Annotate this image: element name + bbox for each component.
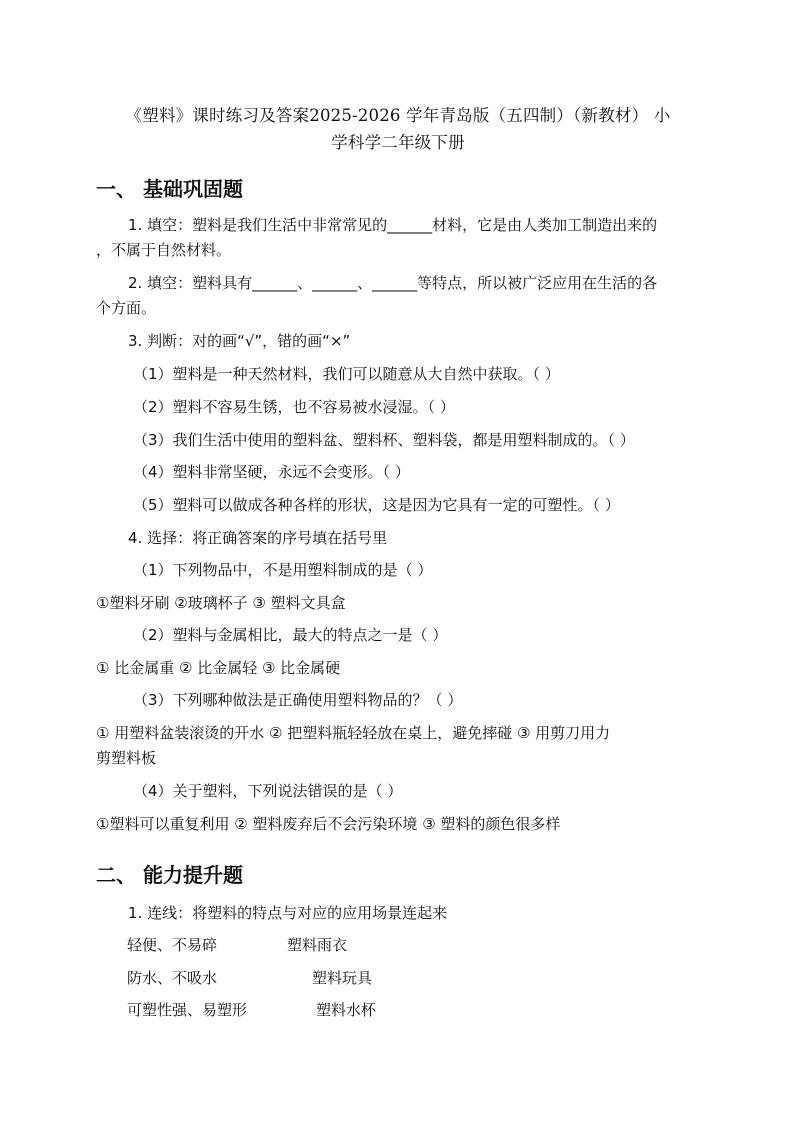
section-1-heading: 一、 基础巩固题 [96, 177, 243, 201]
q4-sub3-options-line-1: ① 用塑料盆装滚烫的开水 ② 把塑料瓶轻轻放在桌上，避免摔碰 ③ 用剪刀用力 [96, 724, 611, 742]
q4-sub1-question: （1）下列物品中，不是用塑料制成的是（ ） [133, 561, 433, 579]
match-left-item: 可塑性强、易塑形 [127, 1001, 248, 1019]
q4-sub1-options: ①塑料牙刷 ②玻璃杯子 ③ 塑料文具盒 [96, 594, 346, 612]
document-title [96, 102, 700, 156]
q3-item-3: （3）我们生活中使用的塑料盆、塑料杯、塑料袋，都是用塑料制成的。（ ） [133, 431, 635, 449]
q4-sub3-question: （3）下列哪种做法是正确使用塑料物品的？（ ） [133, 691, 463, 709]
title-line-1: 《塑料》课时练习及答案2025-2026 学年青岛版（五四制）（新教材） 小 [125, 106, 671, 125]
match-right-item: 塑料水杯 [316, 1001, 377, 1019]
title-line-2: 学科学二年级下册 [331, 133, 465, 152]
q3-item-1: （1）塑料是一种天然材料，我们可以随意从大自然中获取。（ ） [133, 365, 560, 383]
q3-item-5: （5）塑料可以做成各种各样的形状，这是因为它具有一定的可塑性。（ ） [133, 496, 620, 514]
q3-item-4: （4）塑料非常坚硬，永远不会变形。（ ） [133, 463, 410, 481]
q3-stem: 3. 判断：对的画“√”，错的画“×” [128, 332, 351, 350]
q4-sub4-options: ①塑料可以重复利用 ② 塑料废弃后不会污染环境 ③ 塑料的颜色很多样 [96, 815, 561, 833]
q1-line-1: 1. 填空：塑料是我们生活中非常常见的______材料，它是由人类加工制造出来的 [128, 216, 658, 234]
q4-sub2-question: （2）塑料与金属相比，最大的特点之一是（ ） [133, 626, 448, 644]
section-2-heading: 二、 能力提升题 [96, 863, 243, 887]
q3-item-2: （2）塑料不容易生锈，也不容易被水浸湿。（ ） [133, 398, 455, 416]
match-right-item: 塑料雨衣 [287, 936, 348, 954]
match-left-item: 轻便、不易碎 [127, 936, 218, 954]
q1-line-2: ，不属于自然材料。 [96, 241, 232, 259]
s2-q1-stem: 1. 连线：将塑料的特点与对应的应用场景连起来 [128, 904, 448, 922]
q2-line-2: 个方面。 [96, 299, 157, 317]
q4-stem: 4. 选择：将正确答案的序号填在括号里 [128, 529, 388, 547]
q4-sub3-options-line-2: 剪塑料板 [96, 749, 157, 767]
match-right-item: 塑料玩具 [312, 969, 373, 987]
match-left-item: 防水、不吸水 [127, 969, 218, 987]
q2-line-1: 2. 填空：塑料具有______、______、______等特点，所以被广泛应用在生活的各 [128, 274, 658, 292]
q4-sub4-question: （4）关于塑料，下列说法错误的是（ ） [133, 782, 403, 800]
q4-sub2-options: ① 比金属重 ② 比金属轻 ③ 比金属硬 [96, 659, 341, 677]
